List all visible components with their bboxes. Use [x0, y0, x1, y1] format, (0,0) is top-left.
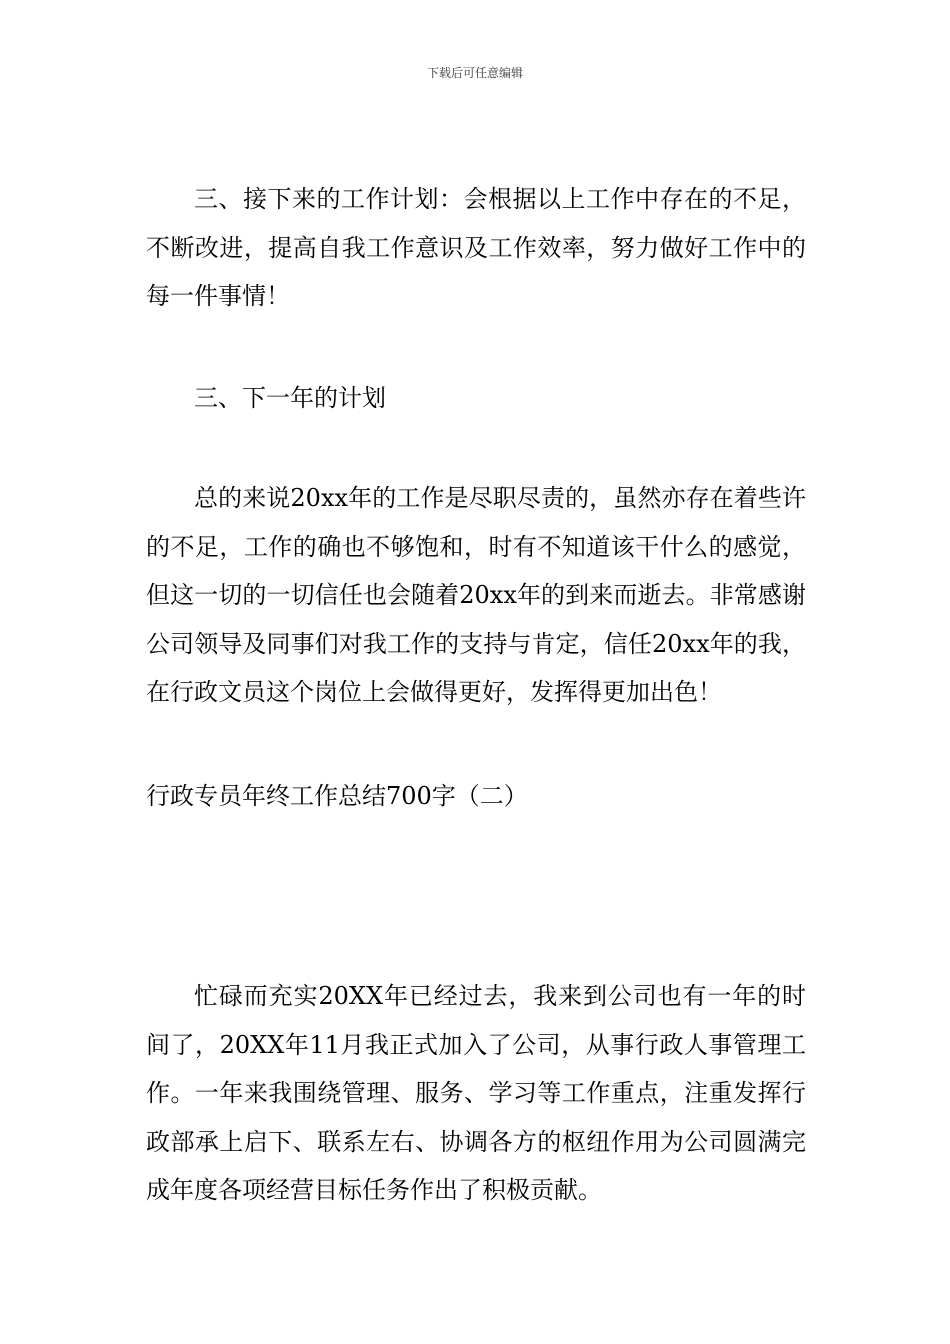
paragraph-work-plan: 三、接下来的工作计划：会根据以上工作中存在的不足，不断改进，提高自我工作意识及工作效率，努力做好工作中的每一件事情！ — [146, 185, 806, 310]
paragraph-busy-year: 忙碌而充实20XX年已经过去，我来到公司也有一年的时间了，20XX年11月我正式加入了公司，从事行政人事管理工作。一年来我围绕管理、服务、学习等工作重点，注重发挥行政部承上启下、联系左右、协调各方的枢纽作用为公司圆满完成年度各项经营目标任务作出了积极贡献。 — [146, 982, 806, 1204]
document-title-part-two: 行政专员年终工作总结700字（二） — [146, 782, 528, 810]
section-heading-next-year-plan: 三、下一年的计划 — [194, 384, 386, 412]
paragraph-summary: 总的来说20xx年的工作是尽职尽责的，虽然亦存在着些许的不足，工作的确也不够饱和，时有不知道该干什么的感觉，但这一切的一切信任也会随着20xx年的到来而逝去。非常感谢公司领导及同事们对我工作的支持与肯定，信任20xx年的我，在行政文员这个岗位上会做得更好，发挥得更加出色！ — [146, 484, 806, 706]
page-header-note: 下载后可任意编辑 — [426, 66, 523, 80]
